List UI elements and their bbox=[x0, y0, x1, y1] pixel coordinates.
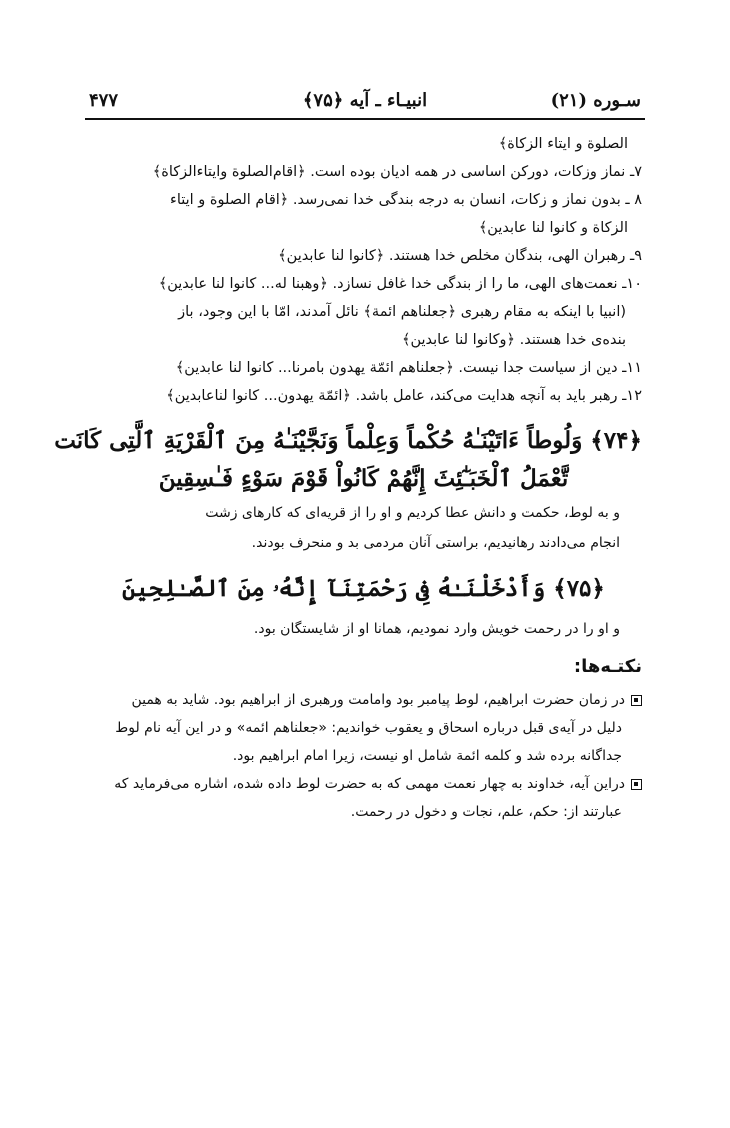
text-line: الصلوة و ایتاء الزکاة﴾ bbox=[498, 136, 628, 152]
text-line: ۹ـ رهبران الهی، بندگان مخلص خدا هستند. ﴿کانوا لنا عابدین﴾ bbox=[278, 248, 642, 264]
square-bullet-icon bbox=[631, 779, 642, 790]
text-line: ۱۰ـ نعمت‌های الهی، ما را از بندگی خدا غافل نسازد. ﴿وهبنا له... کانوا لنا عابدین﴾ bbox=[158, 276, 642, 292]
verse-74-translation-line-2: انجام می‌دادند رهانیدیم، براستی آنان مردمی بد و منحرف بودند. bbox=[251, 535, 620, 551]
note-item-continuation: عبارتند از: حکم، علم، نجات و دخول در رحمت. bbox=[350, 804, 622, 820]
page-number: ۴۷۷ bbox=[89, 90, 119, 111]
page-content bbox=[54, 130, 642, 826]
notes-heading: نکتـه‌ها: bbox=[573, 656, 642, 677]
verse-75-line-1: ﴿۷۵﴾ وَأَدْخَلْنَـٰهُ فِى رَحْمَتِنَآ إِنَّهُۥ مِنَ ٱلصَّـٰلِحِينَ bbox=[122, 575, 605, 602]
header-verse-title: انبیـاء ـ آیه ﴿۷۵﴾ bbox=[302, 90, 428, 111]
text-line: الزکاة و کانوا لنا عابدین﴾ bbox=[478, 220, 628, 236]
square-bullet-icon bbox=[631, 695, 642, 706]
verse-74-line-1: ﴿۷۴﴾ وَلُوطاً ءَاتَيْنَـٰهُ حُكْماً وَعِلْماً وَنَجَّيْنَـٰهُ مِنَ ٱلْقَرْيَةِ ٱلَّتِى كَانَت bbox=[54, 427, 642, 454]
note-item: دراین آیه، خداوند به چهار نعمت مهمی که به حضرت لوط داده شده، اشاره می‌فرماید که bbox=[85, 770, 642, 798]
text-line: ۸ ـ بدون نماز و زکات، انسان به درجه بندگی خدا نمی‌رسد. ﴿اقام الصلوة و ایتاء bbox=[170, 192, 642, 208]
verse-74-translation-line-1: و به لوط، حکمت و دانش عطا کردیم و او را از قریه‌ای که کارهای زشت bbox=[205, 505, 620, 521]
text-line: بنده‌ی خدا هستند. ﴿وکانوا لنا عابدین﴾ bbox=[401, 332, 626, 348]
page-header bbox=[85, 88, 645, 120]
text-line: (انبیا با اینکه به مقام رهبری ﴿جعلناهم ائمة﴾ نائل آمدند، امّا با این وجود، باز bbox=[178, 304, 626, 320]
verse-74-line-2: تَّعْمَلُ ٱلْخَبَـٰٓئِثَ إِنَّهُمْ كَانُواْ قَوْمَ سَوْءٍ فَـٰسِقِينَ bbox=[158, 465, 569, 492]
note-item: در زمان حضرت ابراهیم، لوط پیامبر بود وامامت ورهبری از ابراهیم بود. شاید به همین bbox=[85, 686, 642, 714]
note-item-continuation: دلیل در آیه‌ی قبل درباره اسحاق و یعقوب خواندیم: «جعلناهم ائمه» و در این آیه نام لوط bbox=[115, 720, 622, 736]
note-item-continuation: جداگانه برده شد و کلمه ائمة شامل او نیست، زیرا امام ابراهیم بود. bbox=[232, 748, 622, 764]
verse-75-translation: و او را در رحمت خویش وارد نمودیم، همانا او از شایستگان بود. bbox=[253, 621, 620, 637]
header-surah: سـوره (۲۱) bbox=[550, 90, 641, 111]
text-line: ۱۱ـ دین از سیاست جدا نیست. ﴿جعلناهم ائمّة یهدون بامرنا... کانوا لنا عابدین﴾ bbox=[175, 360, 642, 376]
text-line: ۷ـ نماز وزکات، دورکن اساسی در همه ادیان بوده است. ﴿اقام‌الصلوة وایتاءالزکاة﴾ bbox=[152, 164, 642, 180]
text-line: ۱۲ـ رهبر باید به آنچه هدایت می‌کند، عامل باشد. ﴿ائمّة یهدون... کانوا لناعابدین﴾ bbox=[166, 388, 642, 404]
